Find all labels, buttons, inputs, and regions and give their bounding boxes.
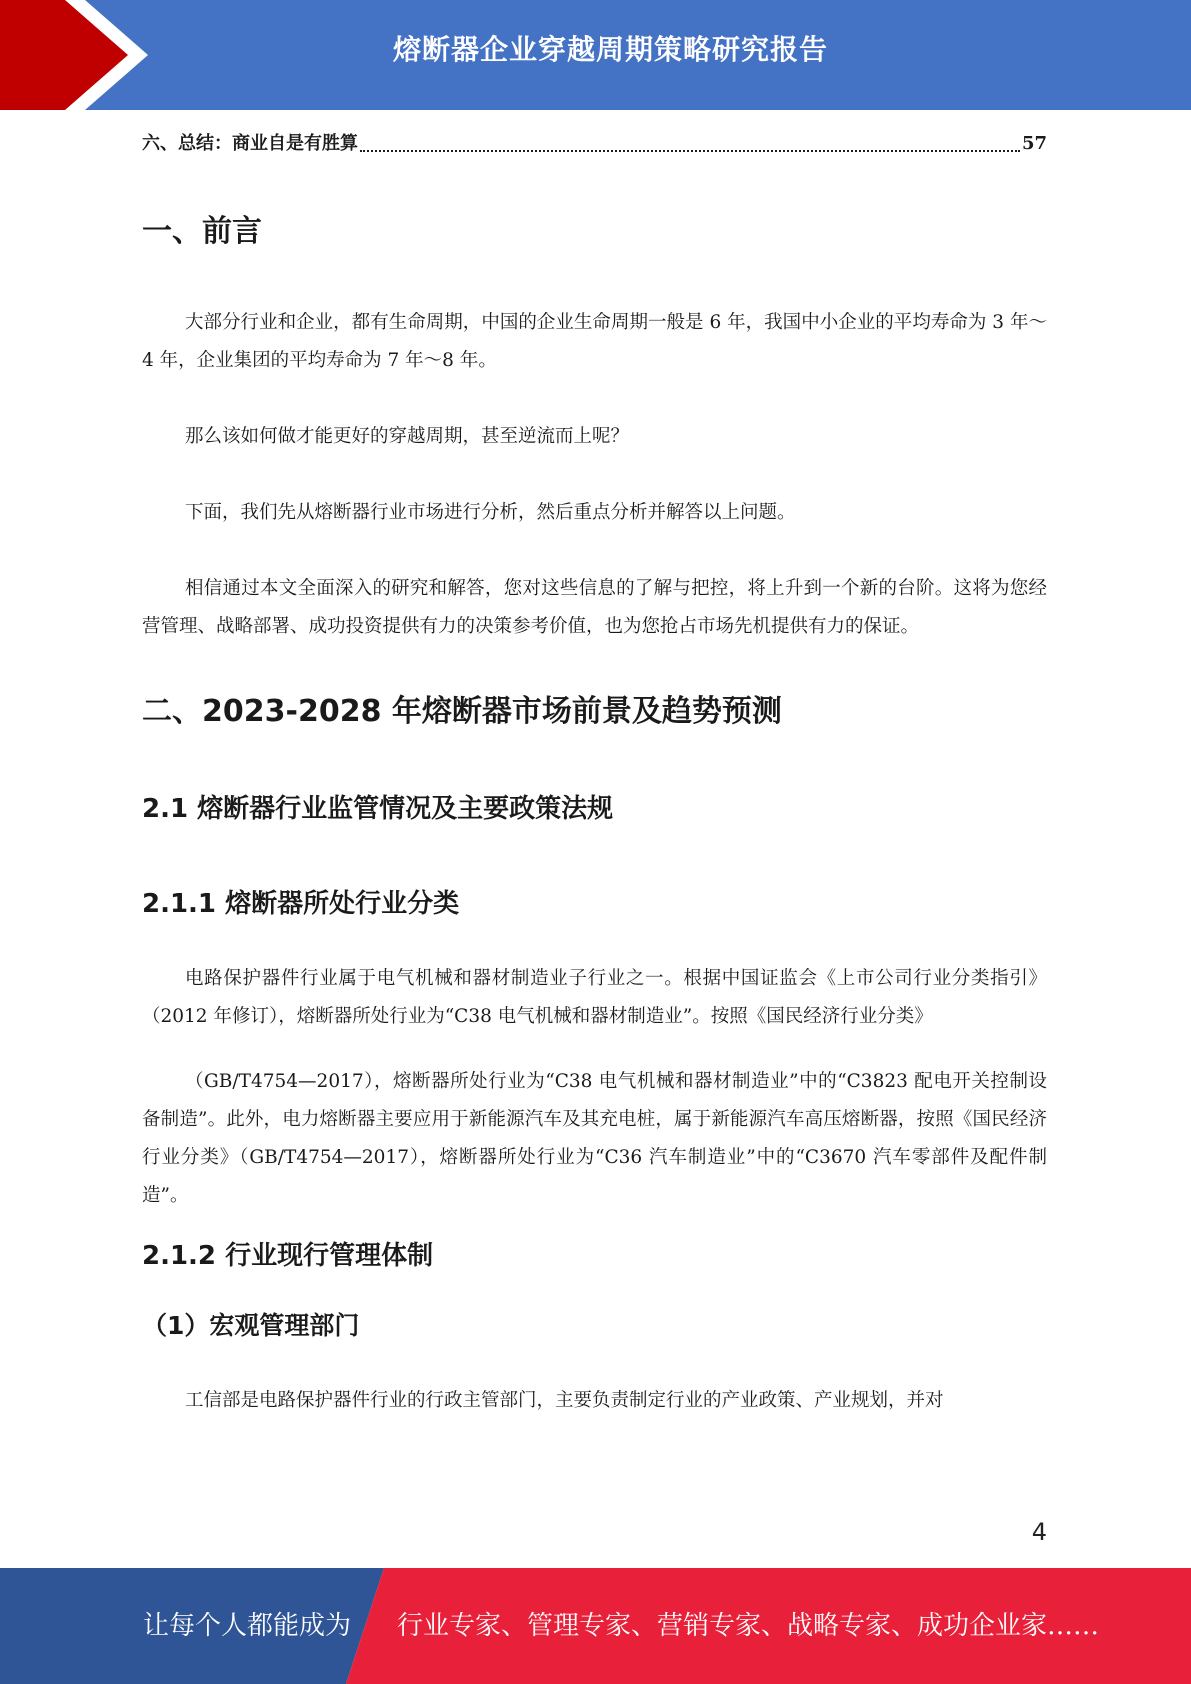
preface-paragraph-2: 那么该如何做才能更好的穿越周期，甚至逆流而上呢？ [185, 426, 630, 447]
subsection-heading-2-1-1: 2.1.1 熔断器所处行业分类 [142, 889, 460, 919]
macro-management-paragraph: 工信部是电路保护器件行业的行政主管部门，主要负责制定行业的产业政策、产业规划，并对 [185, 1390, 944, 1411]
page-footer [0, 1568, 1191, 1684]
subsection-heading-2-1: 2.1 熔断器行业监管情况及主要政策法规 [142, 794, 614, 824]
preface-paragraph-4: 相信通过本文全面深入的研究和解答，您对这些信息的了解与把控，将上升到一个新的台阶。这将为您经营管理、战略部署、成功投资提供有力的决策参考价值，也为您抢占市场先机提供有力的保证。 [142, 578, 1047, 637]
toc-entry[interactable] [142, 120, 1047, 168]
toc-leader-dots [360, 150, 1020, 152]
industry-classification-paragraph-2: （GB/T4754—2017），熔断器所处行业为“C38 电气机械和器材制造业”中的“C3823 配电开关控制设备制造”。此外，电力熔断器主要应用于新能源汽车及其充电桩，属于新能源汽车高压熔断器，按照《国民经济行业分类》（GB/T4754—2017），熔断器所处行业为“C36 汽车制造业”中的“C3670 汽车零部件及配件制造”。 [142, 1071, 1047, 1206]
preface-paragraph-3: 下面，我们先从熔断器行业市场进行分析，然后重点分析并解答以上问题。 [185, 502, 796, 523]
document-body [142, 120, 1047, 1420]
preface-paragraph-1: 大部分行业和企业，都有生命周期，中国的企业生命周期一般是 6 年，我国中小企业的平均寿命为 3 年～4 年，企业集团的平均寿命为 7 年～8 年。 [142, 312, 1047, 371]
page-header [0, 0, 1191, 110]
page-number: 4 [1031, 1518, 1047, 1546]
subheading-macro-management: （1）宏观管理部门 [142, 1311, 360, 1340]
section-heading-market-outlook: 二、2023-2028 年熔断器市场前景及趋势预测 [142, 694, 782, 729]
industry-classification-paragraph-1: 电路保护器件行业属于电气机械和器材制造业子行业之一。根据中国证监会《上市公司行业分类指引》（2012 年修订），熔断器所处行业为“C38 电气机械和器材制造业”。按照《国民经济行业分类》 [142, 968, 1047, 1027]
footer-slogan-right: 行业专家、管理专家、营销专家、战略专家、成功企业家…… [397, 1611, 1100, 1641]
subsection-heading-2-1-2: 2.1.2 行业现行管理体制 [142, 1241, 434, 1271]
report-title: 熔断器企业穿越周期策略研究报告 [392, 33, 828, 66]
section-heading-preface: 一、前言 [142, 214, 262, 249]
footer-slogan-left: 让每个人都能成为 [143, 1611, 352, 1641]
toc-entry-label: 六、总结：商业自是有胜算 [142, 133, 358, 154]
toc-entry-page: 57 [1021, 133, 1047, 154]
